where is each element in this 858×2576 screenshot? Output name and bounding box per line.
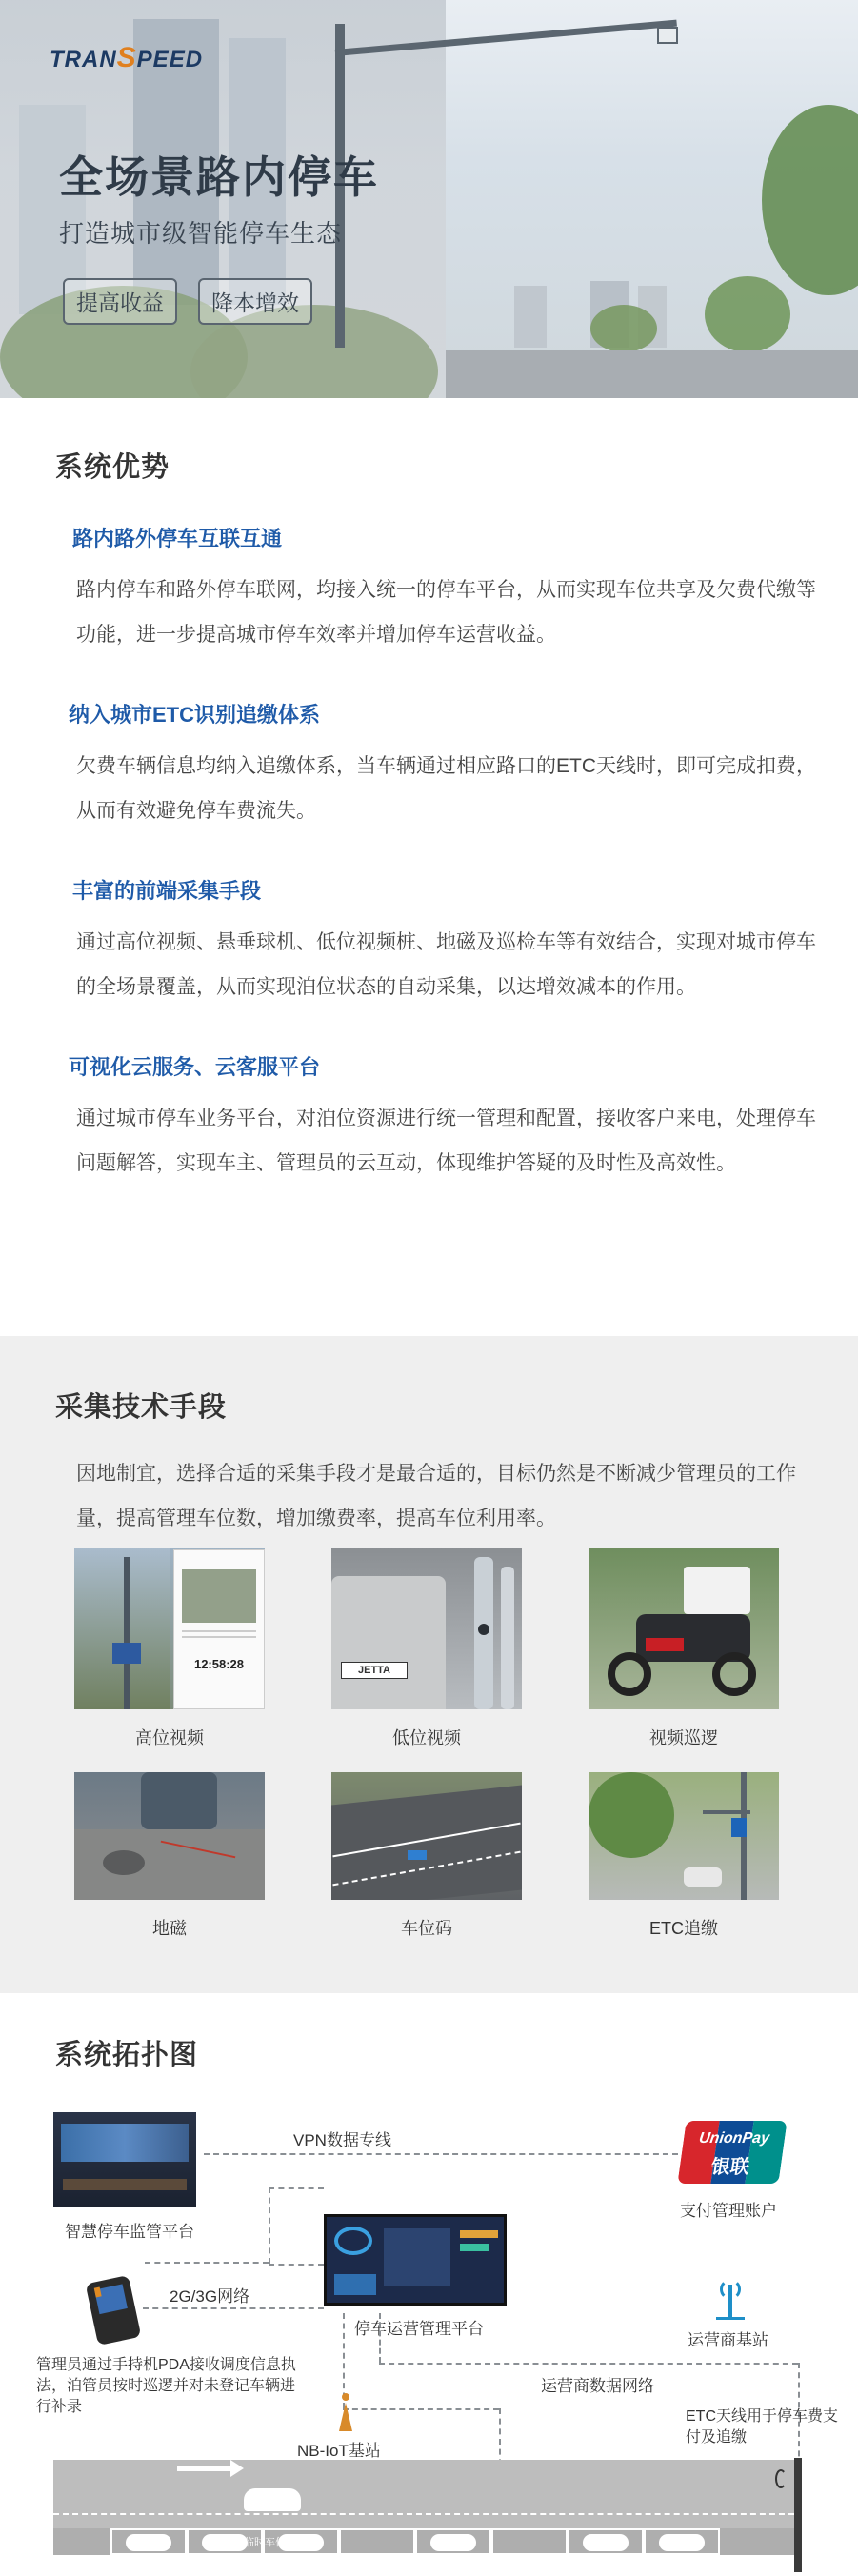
connector-line (379, 2313, 381, 2363)
advantage-item (55, 875, 816, 1009)
collection-label: 高位视频 (135, 1728, 204, 1747)
collection-label: 低位视频 (392, 1728, 461, 1747)
collection-section (0, 1336, 858, 1993)
high-video-photo (74, 1548, 265, 1709)
collection-card (331, 1772, 522, 1959)
road-diagram (53, 2460, 794, 2555)
monitor-center-photo (53, 2112, 196, 2207)
collection-card (331, 1548, 522, 1772)
hero-tags (63, 278, 312, 325)
hero-banner (0, 0, 858, 398)
screen-time: 12:58:28 (193, 1657, 245, 1671)
plate-text: JETTA (341, 1662, 408, 1679)
advantage-text: 通过高位视频、悬垂球机、低位视频桩、地磁及巡检车等有效结合，实现对城市停车的全场景覆盖，从而实现泊位状态的自动采集，以达增效减本的作用。 (76, 931, 816, 998)
patrol-scooter-photo (589, 1548, 779, 1709)
connector-line (143, 2307, 324, 2309)
vpn-line (204, 2153, 678, 2155)
nbiot-label: NB-IoT基站 (297, 2442, 381, 2460)
connector-line (343, 2408, 499, 2410)
network-label: 2G/3G网络 (170, 2287, 250, 2306)
connector-line (145, 2262, 269, 2264)
advantages-section (0, 398, 858, 1336)
connector-line (269, 2187, 324, 2189)
collection-desc: 因地制宜，选择合适的采集手段才是最合适的，目标仍然是不断减少管理员的工作量，提高管理车位数，增加缴费率，提高车位利用率。 (76, 1463, 796, 1529)
ops-platform-label: 停车运营管理平台 (354, 2320, 484, 2338)
section-title: 系统优势 (55, 452, 170, 483)
carrier-station-label: 运营商基站 (688, 2331, 768, 2349)
advantage-heading: 可视化云服务、云客服平台 (69, 1055, 321, 1079)
hero-tag: 降本增效 (198, 278, 312, 325)
pda-device (86, 2275, 142, 2346)
advantage-text: 欠费车辆信息均纳入追缴体系，当车辆通过相应路口的ETC天线时，即可完成扣费，从而有效避免停车费流失。 (76, 755, 816, 822)
collection-label: 地磁 (152, 1919, 187, 1938)
etc-pole (794, 2458, 802, 2572)
unionpay-logo: UnionPay 银联 (677, 2121, 787, 2184)
hero-tag: 提高收益 (63, 278, 177, 325)
collection-card (74, 1548, 265, 1772)
pay-account-label: 支付管理账户 (680, 2202, 777, 2220)
space-code-photo (331, 1772, 522, 1900)
advantage-text: 路内停车和路外停车联网，均接入统一的停车平台，从而实现车位共享及欠费代缴等功能，进一步提高城市停车效率并增加停车运营收益。 (76, 579, 816, 646)
carrier-net-label: 运营商数据网络 (541, 2377, 654, 2395)
section-title: 采集技术手段 (55, 1392, 228, 1423)
advantage-item (55, 1051, 816, 1186)
advantage-text: 通过城市停车业务平台，对泊位资源进行统一管理和配置，接收客户来电，处理停车问题解答，实现车主、管理员的云互动，体现维护答疑的及时性及高效性。 (76, 1108, 816, 1174)
low-video-photo (331, 1548, 522, 1709)
advantage-heading: 路内路外停车互联互通 (72, 527, 283, 550)
ops-platform-screen (324, 2214, 507, 2306)
company-logo: TRANSPEED (50, 42, 204, 73)
collection-label: 车位码 (401, 1919, 452, 1938)
road-mark: 临时车位 (244, 2537, 286, 2548)
building (514, 286, 547, 348)
hero-title: 全场景路内停车 (59, 152, 379, 202)
etc-antenna-icon (775, 2469, 787, 2488)
hero-subtitle: 打造城市级智能停车生态 (59, 219, 343, 248)
connector-line (269, 2264, 324, 2266)
monitor-label: 智慧停车监管平台 (65, 2223, 194, 2241)
collection-card (74, 1772, 265, 1959)
section-title: 系统拓扑图 (55, 2040, 199, 2070)
camera-icon (657, 27, 678, 44)
advantage-heading: 丰富的前端采集手段 (72, 879, 262, 903)
collection-label: 视频巡逻 (649, 1728, 718, 1747)
tree (590, 305, 657, 352)
pda-description: 管理员通过手持机PDA接收调度信息执法，泊管员按时巡逻并对未登记车辆进行补录 (36, 2357, 296, 2415)
etc-photo (589, 1772, 779, 1900)
advantage-item (55, 523, 816, 657)
advantage-heading: 纳入城市ETC识别追缴体系 (69, 703, 321, 727)
carrier-tower-icon (716, 2279, 745, 2319)
tree (705, 276, 790, 352)
vpn-label: VPN数据专线 (288, 2127, 397, 2150)
collection-label: ETC追缴 (649, 1919, 718, 1938)
collection-card (589, 1548, 779, 1772)
topology-section (0, 1993, 858, 2576)
collection-grid (74, 1548, 785, 1959)
nbiot-tower-icon (333, 2393, 358, 2431)
geomagnetic-photo (74, 1772, 265, 1900)
collection-card (589, 1772, 779, 1959)
connector-line (269, 2187, 270, 2264)
etc-description: ETC天线用于停车费支付及追缴 (686, 2408, 839, 2446)
connector-line (379, 2363, 798, 2365)
road (446, 350, 858, 398)
advantage-item (55, 699, 816, 833)
